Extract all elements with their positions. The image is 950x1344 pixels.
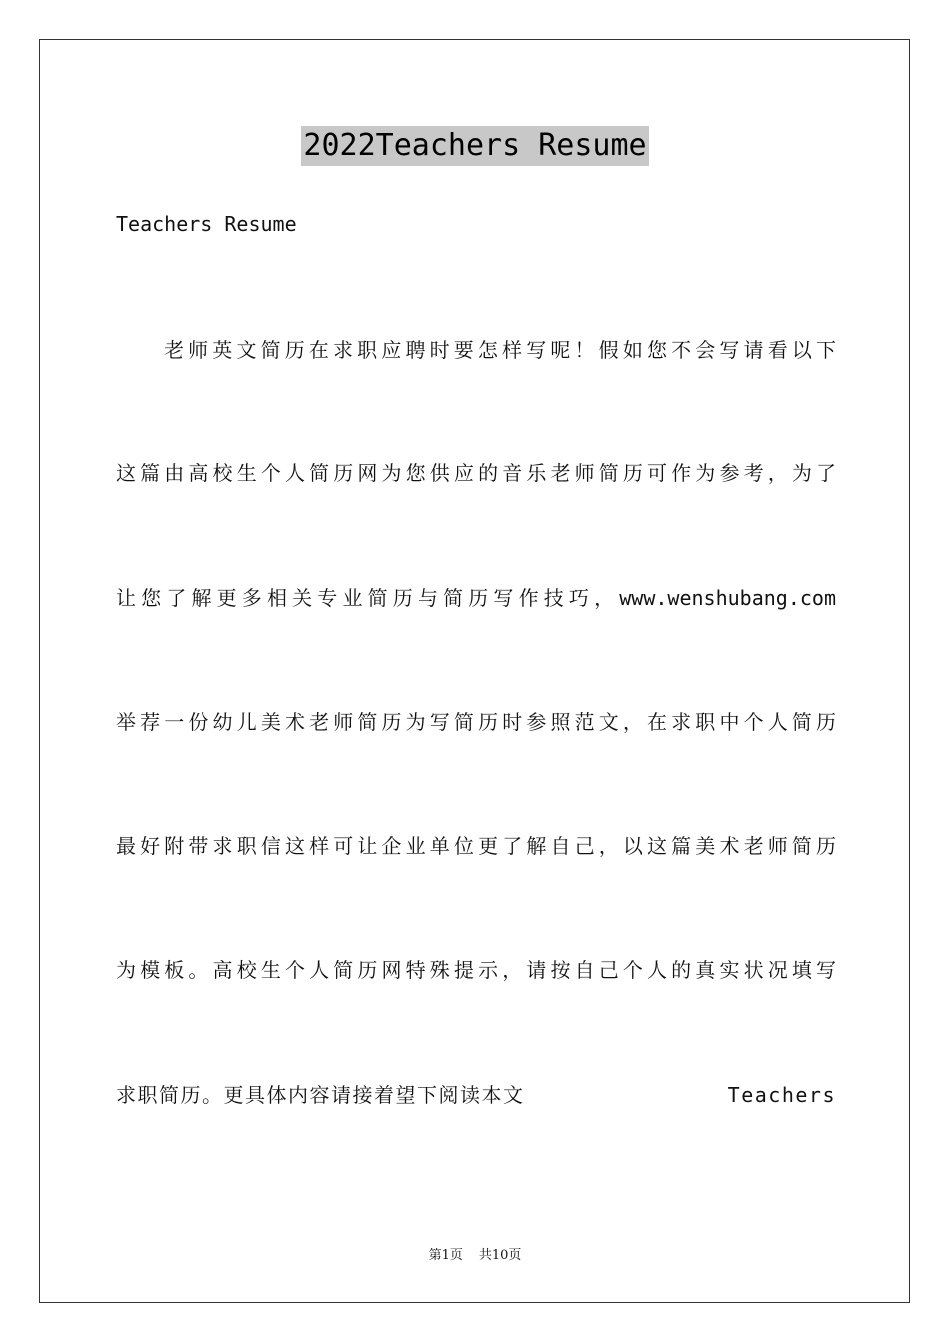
page-footer (0, 1247, 950, 1265)
paragraph-line-1: 老师英文简历在求职应聘时要怎样写呢！假如您不会写请看以下 (164, 338, 836, 362)
title-container (0, 126, 950, 166)
page-total: 共10页 (478, 1248, 522, 1263)
paragraph-line-2: 这篇由高校生个人简历网为您供应的音乐老师简历可作为参考，为了 (116, 461, 836, 485)
page-number: 第1页 (428, 1248, 463, 1263)
document-title: 2022Teachers Resume (301, 126, 648, 166)
paragraph-line-7-text: 求职简历。更具体内容请接着望下阅读本文 (116, 1083, 525, 1107)
paragraph-line-6: 为模板。高校生个人简历网特殊提示，请按自己个人的真实状况填写 (116, 958, 836, 982)
paragraph-line-5: 最好附带求职信这样可让企业单位更了解自己，以这篇美术老师简历 (116, 834, 836, 858)
paragraph-line-7-word: Teachers (727, 1083, 836, 1107)
paragraph-line-3: 让您了解更多相关专业简历与简历写作技巧，www.wenshubang.com (116, 586, 836, 610)
paragraph-line-7 (116, 1081, 836, 1109)
paragraph-line-4: 举荐一份幼儿美术老师简历为写简历时参照范文，在求职中个人简历 (116, 710, 836, 734)
document-subtitle: Teachers Resume (116, 212, 297, 236)
